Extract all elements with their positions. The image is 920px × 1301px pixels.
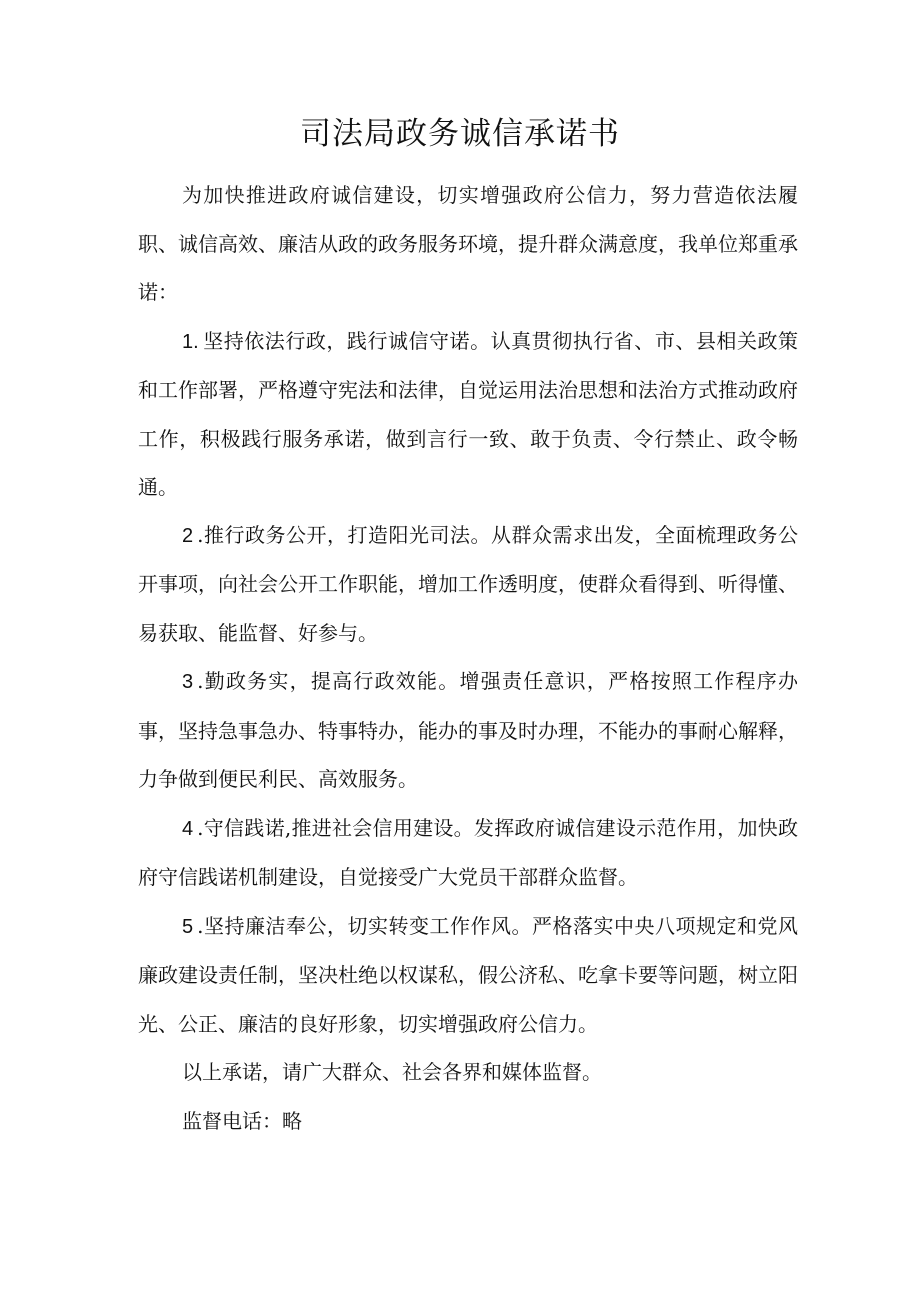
item-number: 4 — [182, 817, 194, 840]
item-text: .推行政务公开，打造阳光司法。从群众需求出发，全面梳理政务公开事项，向社会公开工作职能，增加工作透明度，使群众看得到、听得懂、易获取、能监督、好参与。 — [138, 522, 798, 645]
intro-paragraph: 为加快推进政府诚信建设，切实增强政府公信力，努力营造依法履职、诚信高效、廉洁从政的政务服务环境，提升群众满意度，我单位郑重承诺： — [138, 183, 798, 304]
item-text: .勤政务实，提高行政效能。增强责任意识，严格按照工作程序办事，坚持急事急办、特事特办，能办的事及时办理，不能办的事耐心解释，力争做到便民利民、高效服务。 — [138, 669, 798, 791]
commitment-item-3 — [138, 657, 798, 804]
supervision-phone: 监督电话：略 — [182, 1108, 302, 1133]
closing-paragraph: 以上承诺，请广大群众、社会各界和媒体监督。 — [182, 1060, 602, 1084]
item-number: 5 — [182, 915, 194, 938]
commitment-item-2 — [138, 511, 798, 658]
commitment-item-5 — [138, 902, 798, 1049]
item-number: 1. — [182, 330, 199, 353]
document-body — [138, 171, 798, 1145]
document-title: 司法局政务诚信承诺书 — [300, 116, 620, 152]
commitment-item-1 — [138, 317, 798, 512]
item-text: 坚持依法行政，践行诚信守诺。认真贯彻执行省、市、县相关政策和工作部署，严格遵守宪法和法律，自觉运用法治思想和法治方式推动政府工作，积极践行服务承诺，做到言行一致、敢于负责、令行禁止、政令畅通。 — [138, 328, 798, 499]
commitment-item-4 — [138, 804, 798, 902]
item-text: .守信践诺,推进社会信用建设。发挥政府诚信建设示范作用，加快政府守信践诺机制建设，自觉接受广大党员干部群众监督。 — [138, 815, 798, 889]
item-text: .坚持廉洁奉公，切实转变工作作风。严格落实中央八项规定和党风廉政建设责任制，坚决杜绝以权谋私，假公济私、吃拿卡要等问题，树立阳光、公正、廉洁的良好形象，切实增强政府公信力。 — [138, 913, 798, 1036]
item-number: 2 — [182, 524, 194, 547]
item-number: 3 — [182, 671, 194, 693]
